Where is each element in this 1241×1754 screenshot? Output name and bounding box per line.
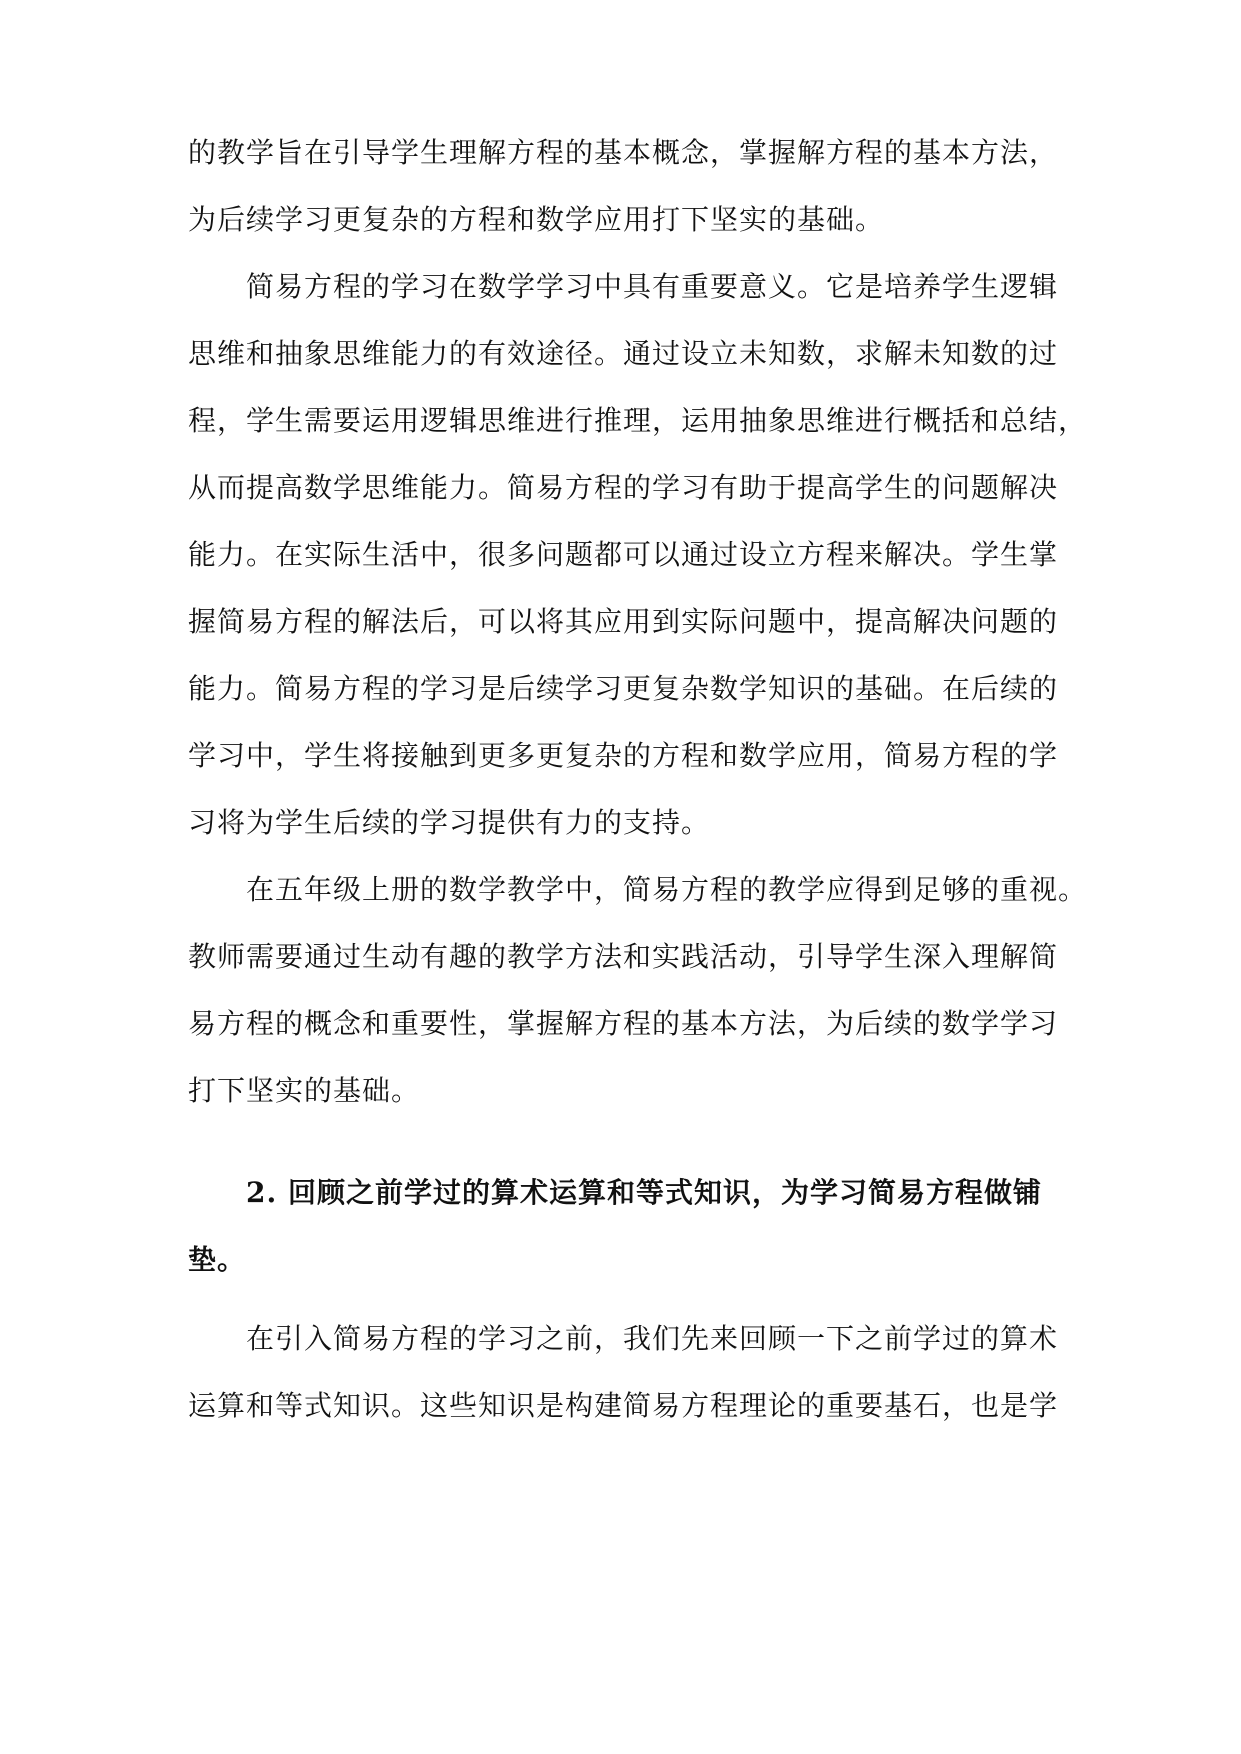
paragraph-line: 运算和等式知识。这些知识是构建简易方程理论的重要基石，也是学 <box>188 1389 1059 1422</box>
paragraph-line: 程，学生需要运用逻辑思维进行推理，运用抽象思维进行概括和总结， <box>188 404 1088 437</box>
paragraph-line: 习将为学生后续的学习提供有力的支持。 <box>188 806 711 839</box>
paragraph-line: 能力。简易方程的学习是后续学习更复杂数学知识的基础。在后续的 <box>188 672 1059 705</box>
paragraph-line: 从而提高数学思维能力。简易方程的学习有助于提高学生的问题解决 <box>188 471 1059 504</box>
paragraph-line: 能力。在实际生活中，很多问题都可以通过设立方程来解决。学生掌 <box>188 538 1059 571</box>
paragraph-line: 打下坚实的基础。 <box>188 1074 421 1107</box>
paragraph-line: 为后续学习更复杂的方程和数学应用打下坚实的基础。 <box>188 203 885 236</box>
paragraph-line: 学习中，学生将接触到更多更复杂的方程和数学应用，简易方程的学 <box>188 739 1059 772</box>
paragraph-line: 教师需要通过生动有趣的教学方法和实践活动，引导学生深入理解简 <box>188 940 1059 973</box>
paragraph-line: 简易方程的学习在数学学习中具有重要意义。它是培养学生逻辑 <box>246 270 1059 303</box>
section-heading: 垫。 <box>188 1243 247 1276</box>
paragraph-line: 在五年级上册的数学教学中，简易方程的教学应得到足够的重视。 <box>246 873 1088 906</box>
paragraph-line: 的教学旨在引导学生理解方程的基本概念，掌握解方程的基本方法， <box>188 136 1059 169</box>
paragraph-line: 思维和抽象思维能力的有效途径。通过设立未知数，求解未知数的过 <box>188 337 1059 370</box>
paragraph-line: 在引入简易方程的学习之前，我们先来回顾一下之前学过的算术 <box>246 1322 1059 1355</box>
section-heading: 2. 回顾之前学过的算术运算和等式知识，为学习简易方程做铺 <box>246 1176 1042 1209</box>
paragraph-line: 易方程的概念和重要性，掌握解方程的基本方法，为后续的数学学习 <box>188 1007 1059 1040</box>
paragraph-line: 握简易方程的解法后，可以将其应用到实际问题中，提高解决问题的 <box>188 605 1059 638</box>
